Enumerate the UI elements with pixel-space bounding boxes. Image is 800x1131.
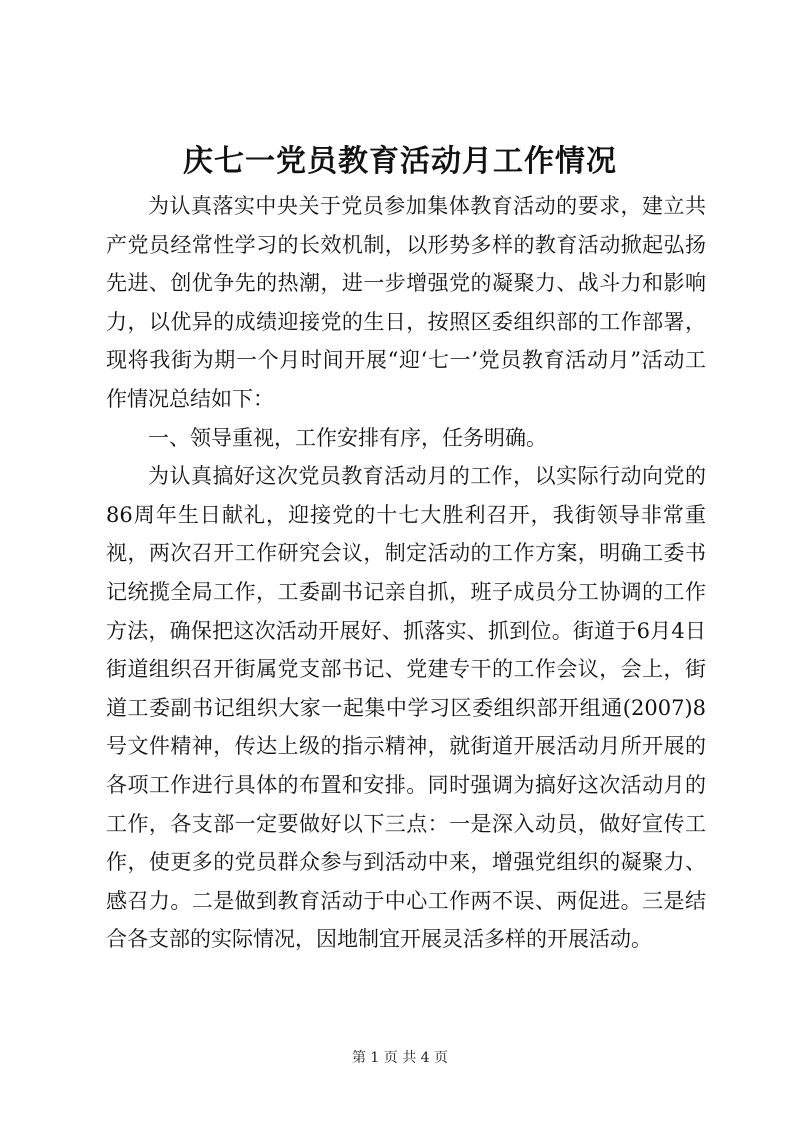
section-heading-1: 一、领导重视，工作安排有序，任务明确。 [148,425,547,450]
intro-paragraph: 为认真落实中央关于党员参加集体教育活动的要求，建立共产党员经常性学习的长效机制，以形势多样的教育活动掀起弘扬先进、创优争先的热潮，进一步增强党的凝聚力、战斗力和影响力，以优异的成绩迎接党的生日，按照区委组织部的工作部署，现将我街为期一个月时间开展“迎‘七一’党员教育活动月”活动工作情况总结如下： [106,194,706,411]
section-1-paragraph: 为认真搞好这次党员教育活动月的工作，以实际行动向党的86周年生日献礼，迎接党的十七大胜利召开，我街领导非常重视，两次召开工作研究会议，制定活动的工作方案，明确工委书记统揽全局工作，工委副书记亲自抓，班子成员分工协调的工作方法，确保把这次活动开展好、抓落实、抓到位。街道于6月4日街道组织召开街属党支部书记、党建专干的工作会议，会上，街道工委副书记组织大家一起集中学习区委组织部开组通(2007)8号文件精神，传达上级的指示精神，就街道开展活动月所开展的各项工作进行具体的布置和安排。同时强调为搞好这次活动月的工作，各支部一定要做好以下三点：一是深入动员，做好宣传工作，使更多的党员群众参与到活动中来，增强党组织的凝聚力、感召力。二是做到教育活动于中心工作两不误、两促进。三是结合各支部的实际情况，因地制宜开展灵活多样的开展活动。 [106,464,706,952]
page-number-footer: 第 1 页 共 4 页 [351,1050,449,1066]
document-body [106,187,706,959]
document-title: 庆七一党员教育活动月工作情况 [183,144,617,179]
